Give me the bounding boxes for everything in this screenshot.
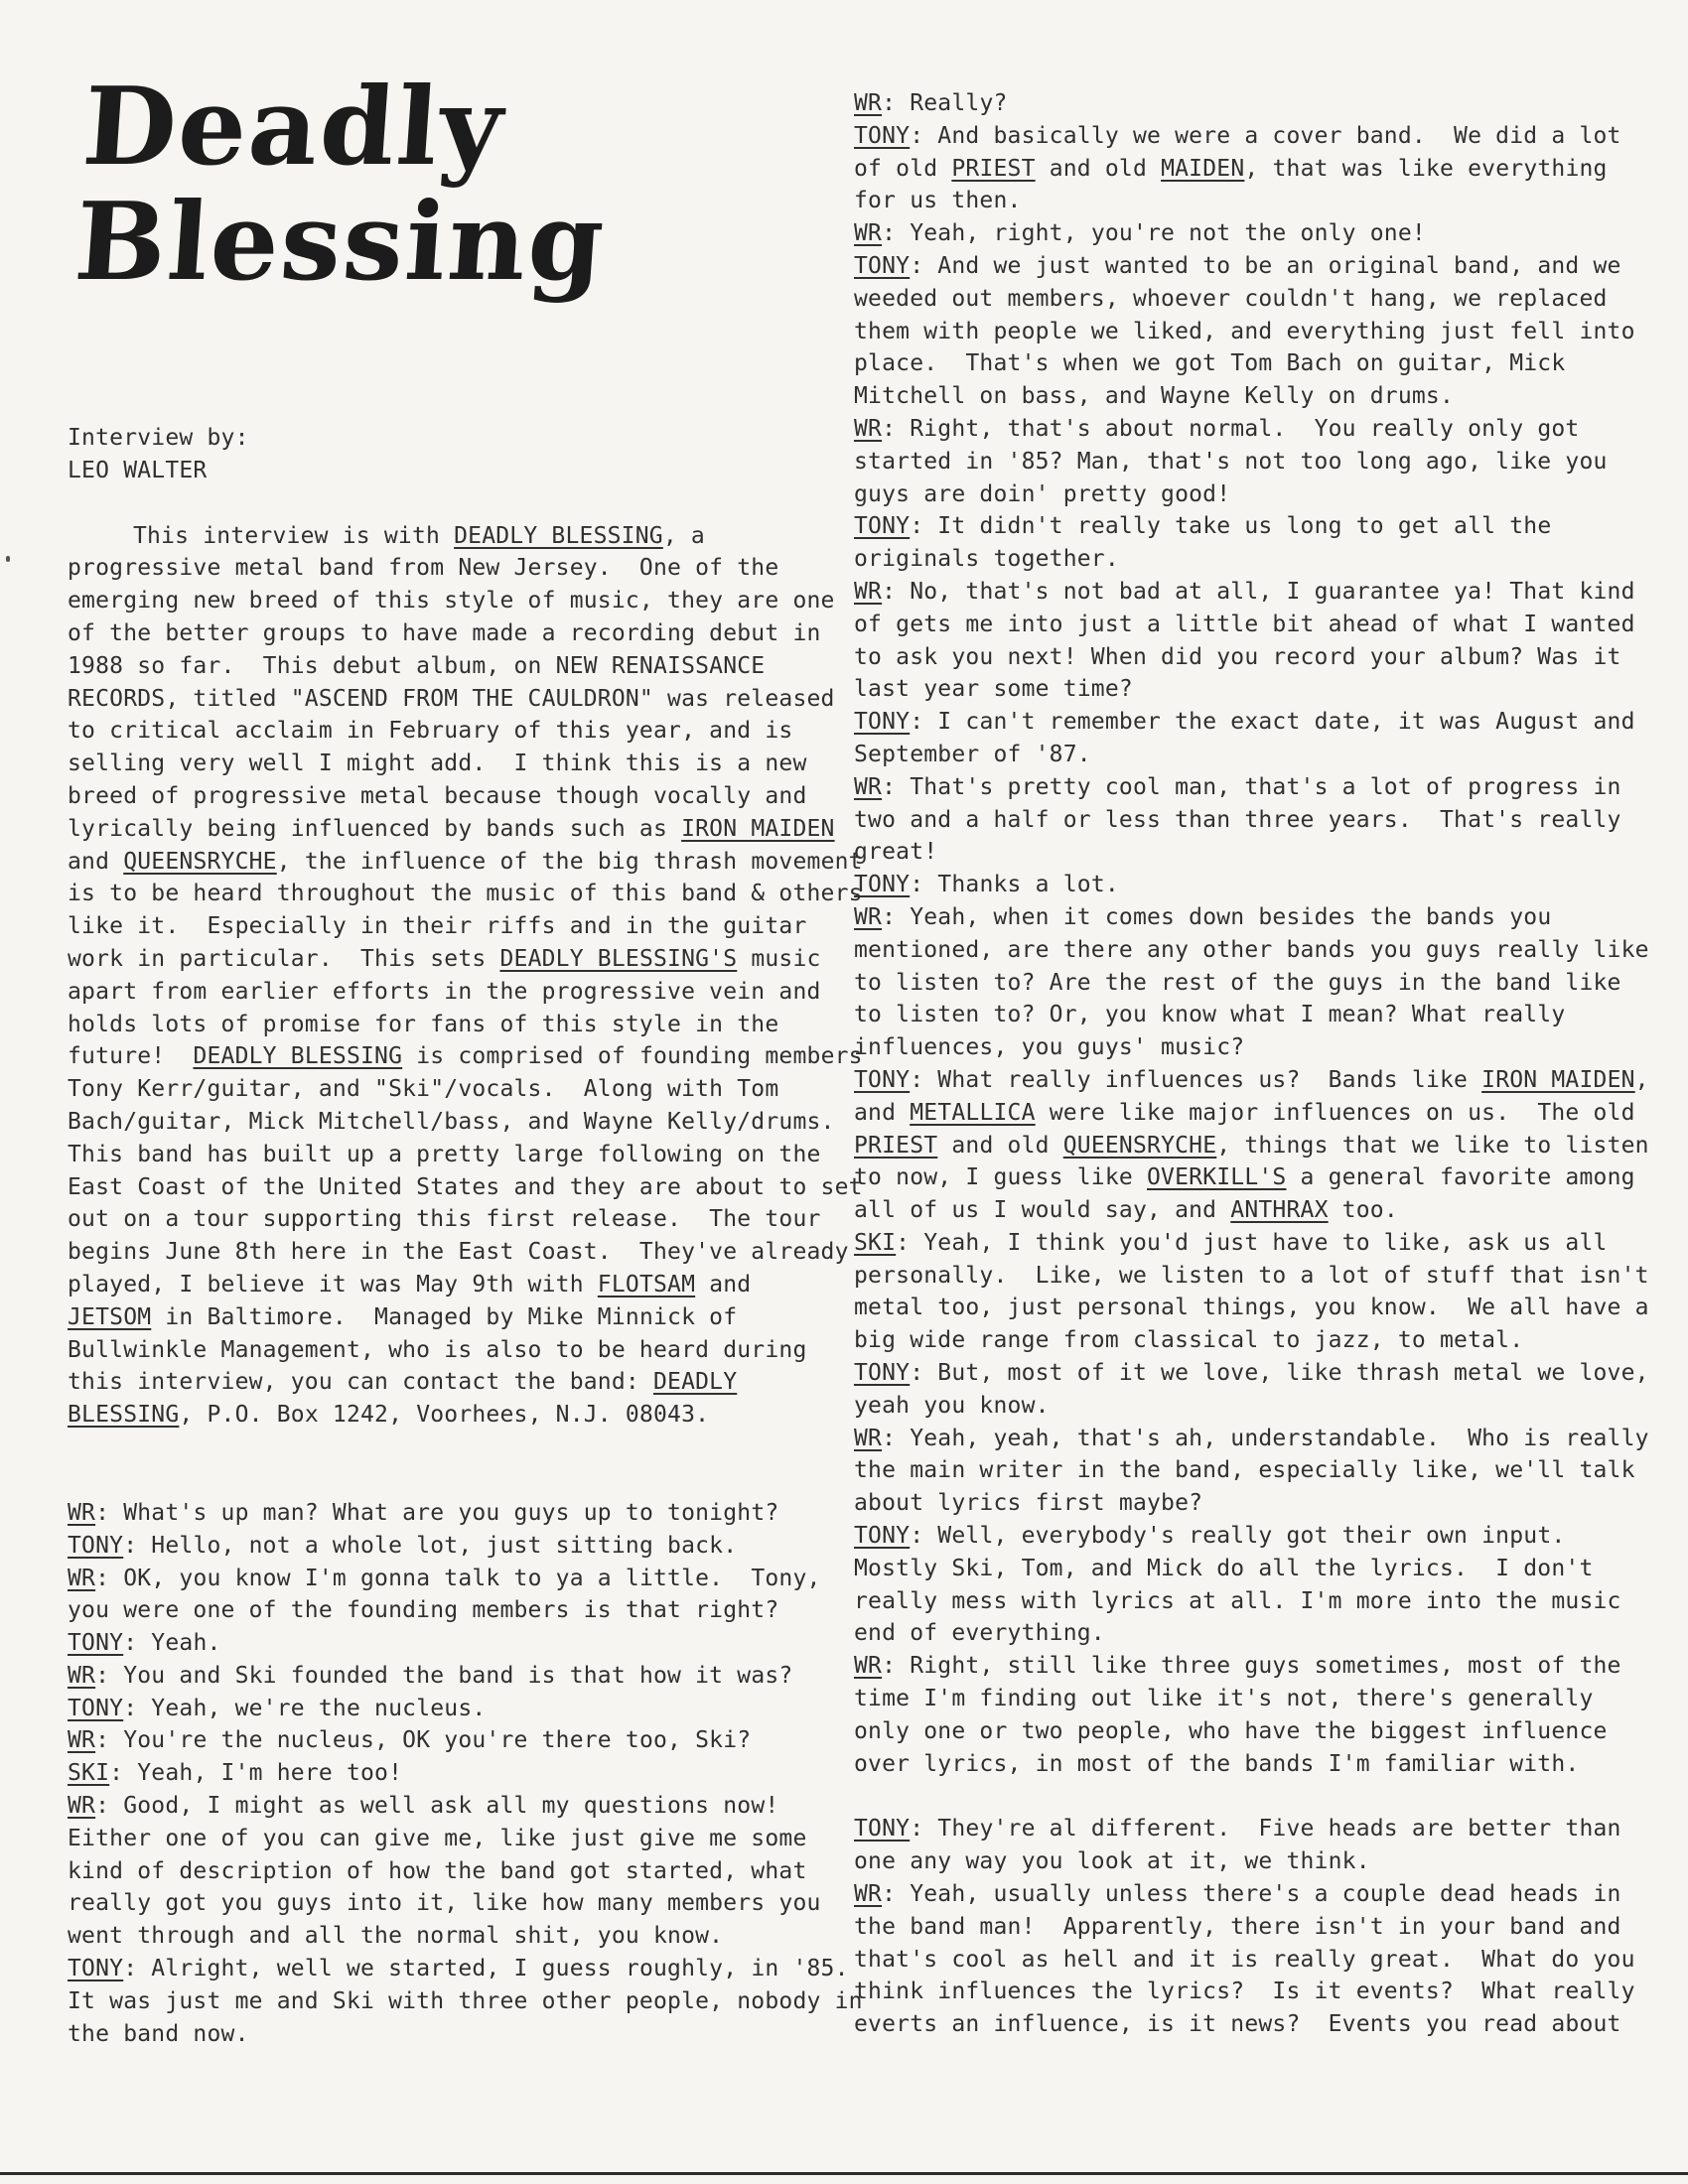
text-segment: end of everything. bbox=[854, 1620, 1105, 1647]
text-line bbox=[68, 1203, 852, 1236]
text-line bbox=[68, 715, 852, 748]
text-line bbox=[854, 706, 1638, 739]
text-segment: : Yeah. bbox=[123, 1630, 221, 1657]
text-segment: This band has built up a pretty large following on the bbox=[68, 1141, 821, 1167]
text-line bbox=[854, 1260, 1649, 1293]
text-line bbox=[854, 543, 1638, 576]
underlined-name: METALLICA bbox=[910, 1099, 1036, 1126]
underlined-name: WR bbox=[854, 1653, 883, 1680]
text-segment: : Yeah, we're the nucleus. bbox=[123, 1695, 487, 1721]
underlined-name: TONY bbox=[854, 1523, 911, 1550]
text-line bbox=[68, 813, 852, 846]
text-line bbox=[854, 1324, 1638, 1357]
text-line bbox=[854, 1423, 1649, 1455]
text-line bbox=[854, 1617, 1638, 1650]
underlined-name: WR bbox=[68, 1662, 96, 1689]
underlined-name: QUEENSRYCHE bbox=[123, 848, 277, 875]
underlined-name: PRIEST bbox=[951, 155, 1036, 182]
right-column bbox=[854, 87, 1649, 2041]
underlined-name: TONY bbox=[854, 1066, 911, 1093]
text-segment: kind of description of how the band got started, what bbox=[68, 1857, 807, 1884]
text-line bbox=[854, 1031, 1638, 1064]
text-line bbox=[854, 771, 1638, 804]
underlined-name: TONY bbox=[854, 872, 911, 898]
text-segment: : They're al different. Five heads are better than bbox=[910, 1816, 1621, 1843]
text-segment: : Thanks a lot. bbox=[910, 872, 1119, 898]
text-line bbox=[854, 1130, 1649, 1162]
text-line bbox=[68, 1887, 852, 1920]
right-dialogue bbox=[854, 87, 1649, 2041]
text-line bbox=[854, 804, 1638, 837]
text-segment: the band now. bbox=[68, 2020, 249, 2047]
text-segment: metal too, just personal things, you know. We all have a bbox=[854, 1295, 1649, 1321]
underlined-name: WR bbox=[854, 903, 883, 930]
underlined-name: WR bbox=[854, 90, 883, 116]
text-segment: future! bbox=[68, 1043, 194, 1070]
underlined-name: SKI bbox=[854, 1229, 897, 1256]
underlined-name: TONY bbox=[68, 1695, 124, 1721]
text-line bbox=[68, 1855, 852, 1888]
underlined-name: IRON MAIDEN bbox=[681, 815, 835, 842]
underlined-name: DEADLY BLESSING'S bbox=[499, 945, 738, 972]
underlined-name: JETSOM bbox=[68, 1303, 152, 1330]
text-segment: that's cool as hell and it is really great. What do you bbox=[854, 1946, 1635, 1973]
text-segment: Bullwinkle Management, who is also to be heard during bbox=[68, 1336, 807, 1363]
text-segment: all of us I would say, and bbox=[854, 1197, 1231, 1224]
text-segment: only one or two people, who have the biggest influence bbox=[854, 1717, 1608, 1744]
underlined-name: TONY bbox=[68, 1630, 124, 1657]
text-segment: is to be heard throughout the music of this band & others bbox=[68, 881, 863, 907]
bottom-rule bbox=[0, 2172, 1688, 2175]
text-line bbox=[68, 520, 852, 553]
underlined-name: IRON MAIDEN bbox=[1481, 1066, 1635, 1093]
text-segment: , P.O. Box 1242, Voorhees, N.J. 08043. bbox=[179, 1402, 710, 1429]
text-segment: out on a tour supporting this first release. The tour bbox=[68, 1206, 821, 1233]
text-segment: , things that we like to listen bbox=[1216, 1132, 1649, 1159]
text-line bbox=[854, 1845, 1638, 1878]
text-segment: : And we just wanted to be an original band, and we bbox=[910, 252, 1621, 279]
text-line bbox=[854, 1520, 1638, 1553]
text-line bbox=[68, 846, 863, 879]
text-segment: guys are doin' pretty good! bbox=[854, 480, 1231, 507]
text-line bbox=[68, 780, 852, 813]
text-segment: Mitchell on bass, and Wayne Kelly on drums. bbox=[854, 383, 1455, 410]
underlined-name: TONY bbox=[854, 252, 911, 279]
text-segment: September of '87. bbox=[854, 741, 1091, 767]
text-segment: and bbox=[68, 848, 124, 875]
underlined-name: TONY bbox=[854, 709, 911, 736]
text-segment: mentioned, are there any other bands you guys really like bbox=[854, 936, 1649, 963]
underlined-name: WR bbox=[68, 1499, 96, 1526]
text-line bbox=[854, 1911, 1638, 1944]
text-segment: of gets me into just a little bit ahead of what I wanted bbox=[854, 611, 1635, 637]
text-segment: time I'm finding out like it's not, there's generally bbox=[854, 1686, 1594, 1712]
text-line bbox=[854, 87, 1638, 120]
text-segment: , the influence of the big thrash movement bbox=[276, 848, 863, 875]
text-segment: and old bbox=[937, 1132, 1063, 1159]
text-segment: : Yeah, right, you're not the only one! bbox=[882, 220, 1426, 247]
text-segment: : I can't remember the exact date, it was August and bbox=[910, 709, 1635, 736]
text-segment: and bbox=[695, 1271, 752, 1297]
text-segment: : Hello, not a whole lot, just sitting back. bbox=[123, 1532, 738, 1559]
text-segment: : Really? bbox=[882, 90, 1008, 116]
text-segment: really got you guys into it, like how many members you bbox=[68, 1890, 821, 1917]
text-line bbox=[854, 1487, 1638, 1520]
text-line bbox=[68, 1106, 852, 1139]
text-segment: : What's up man? What are you guys up to tonight? bbox=[95, 1499, 779, 1526]
text-segment: were like major influences on us. The old bbox=[1035, 1099, 1635, 1126]
underlined-name: WR bbox=[854, 1881, 883, 1908]
text-segment: them with people we liked, and everything just fell into bbox=[854, 318, 1635, 344]
underlined-name: PRIEST bbox=[854, 1132, 938, 1159]
text-segment: originals together. bbox=[854, 546, 1119, 573]
text-line bbox=[854, 1390, 1638, 1423]
underlined-name: OVERKILL'S bbox=[1147, 1164, 1287, 1191]
text-line bbox=[68, 1563, 852, 1595]
text-line bbox=[854, 1813, 1638, 1845]
text-segment: one any way you look at it, we think. bbox=[854, 1848, 1370, 1875]
text-line bbox=[854, 1292, 1649, 1324]
text-segment: : What really influences us? Bands like bbox=[910, 1066, 1482, 1093]
text-line bbox=[68, 1920, 852, 1953]
text-segment: , that was like everything bbox=[1244, 155, 1608, 182]
text-segment: big wide range from classical to jazz, to metal. bbox=[854, 1327, 1524, 1354]
text-line bbox=[854, 1161, 1638, 1194]
text-segment: the main writer in the band, especially like, we'll talk bbox=[854, 1457, 1635, 1484]
text-line bbox=[68, 910, 852, 943]
text-line bbox=[854, 1878, 1638, 1911]
blank-line bbox=[854, 1780, 1638, 1813]
text-line bbox=[68, 617, 852, 650]
text-segment: played, I believe it was May 9th with bbox=[68, 1271, 598, 1297]
text-line bbox=[854, 641, 1638, 674]
text-segment: begins June 8th here in the East Coast. They've already bbox=[68, 1239, 849, 1266]
text-segment: : Yeah, when it comes down besides the bands you bbox=[882, 903, 1552, 930]
text-line bbox=[68, 1594, 852, 1627]
text-line bbox=[854, 217, 1638, 250]
text-segment: everts an influence, is it news? Events you read about bbox=[854, 2011, 1621, 2038]
text-segment: is comprised of founding members bbox=[402, 1043, 863, 1070]
text-line bbox=[854, 2008, 1638, 2041]
text-segment: progressive metal band from New Jersey. One of the bbox=[68, 555, 779, 582]
text-segment: : And basically we were a cover band. We did a lot bbox=[910, 122, 1621, 149]
text-segment: went through and all the normal shit, you know. bbox=[68, 1923, 724, 1950]
text-line bbox=[854, 478, 1638, 511]
text-segment: to ask you next! When did you record your album? Was it bbox=[854, 643, 1621, 670]
underlined-name: SKI bbox=[68, 1760, 110, 1787]
text-segment: : Right, still like three guys sometimes, most of the bbox=[882, 1653, 1621, 1680]
text-line bbox=[68, 1040, 863, 1073]
text-line bbox=[854, 1553, 1638, 1585]
text-segment: : That's pretty cool man, that's a lot of progress in bbox=[882, 773, 1621, 800]
title-line-2: Blessing bbox=[70, 180, 611, 305]
text-segment: really mess with lyrics at all. I'm more into the music bbox=[854, 1587, 1621, 1614]
underlined-name: WR bbox=[68, 1727, 96, 1754]
text-segment: : You're the nucleus, OK you're there too, Ski? bbox=[95, 1727, 752, 1754]
underlined-name: DEADLY bbox=[652, 1369, 738, 1396]
text-segment: : No, that's not bad at all, I guarantee ya! That kind bbox=[882, 578, 1635, 605]
text-segment: : It didn't really take us long to get all the bbox=[910, 513, 1552, 540]
text-line bbox=[68, 1236, 852, 1269]
text-line bbox=[68, 1301, 852, 1334]
text-line bbox=[68, 1171, 863, 1204]
underlined-name: TONY bbox=[854, 122, 911, 149]
text-line bbox=[68, 1724, 852, 1757]
text-segment: to critical acclaim in February of this year, and is bbox=[68, 718, 793, 745]
text-line bbox=[854, 1715, 1638, 1748]
text-line bbox=[68, 1269, 852, 1301]
text-segment: Mostly Ski, Tom, and Mick do all the lyrics. I don't bbox=[854, 1555, 1594, 1581]
text-line bbox=[68, 748, 852, 780]
underlined-name: WR bbox=[68, 1565, 96, 1591]
text-line bbox=[68, 585, 852, 617]
text-segment: great! bbox=[854, 839, 938, 866]
text-segment: : Yeah, I'm here too! bbox=[109, 1760, 403, 1787]
text-segment: of the better groups to have made a recording debut in bbox=[68, 619, 821, 646]
text-line bbox=[854, 1944, 1638, 1977]
text-segment: influences, you guys' music? bbox=[854, 1034, 1245, 1061]
text-line bbox=[854, 250, 1638, 283]
underlined-name: TONY bbox=[68, 1532, 124, 1559]
text-segment: in Baltimore. Managed by Mike Minnick of bbox=[151, 1303, 738, 1330]
text-segment: : But, most of it we love, like thrash metal we love, bbox=[910, 1360, 1649, 1387]
text-line bbox=[68, 1366, 852, 1399]
underlined-name: BLESSING bbox=[68, 1402, 180, 1429]
text-segment: apart from earlier efforts in the progressive vein and bbox=[68, 978, 821, 1005]
text-segment: : Alright, well we started, I guess roughly, in '85. bbox=[123, 1956, 849, 1982]
text-line bbox=[854, 869, 1638, 901]
credit-label: Interview by: bbox=[68, 425, 249, 451]
underlined-name: QUEENSRYCHE bbox=[1062, 1132, 1217, 1159]
text-line bbox=[854, 836, 1638, 869]
text-segment: RECORDS, titled "ASCEND FROM THE CAULDRON" was released bbox=[68, 685, 835, 712]
text-segment: : Yeah, yeah, that's ah, understandable. Who is really bbox=[882, 1425, 1649, 1451]
underlined-name: WR bbox=[854, 1425, 883, 1451]
text-segment: selling very well I might add. I think this is a new bbox=[68, 751, 807, 777]
text-segment: this interview, you can contact the band: bbox=[68, 1369, 653, 1396]
text-line bbox=[68, 1009, 852, 1041]
underlined-name: WR bbox=[854, 773, 883, 800]
text-line bbox=[68, 1953, 852, 1985]
text-line bbox=[68, 1530, 852, 1563]
text-line bbox=[68, 683, 852, 716]
text-line bbox=[854, 673, 1638, 706]
text-line bbox=[854, 1194, 1638, 1227]
text-segment: to listen to? Or, you know what I mean? What really bbox=[854, 1002, 1566, 1028]
text-segment: for us then. bbox=[854, 188, 1022, 214]
text-segment: a general favorite among bbox=[1286, 1164, 1635, 1191]
text-segment: emerging new breed of this style of music, they are one bbox=[68, 588, 835, 614]
text-line bbox=[68, 2018, 852, 2051]
text-segment: lyrically being influenced by bands such as bbox=[68, 815, 682, 842]
text-segment: too. bbox=[1328, 1197, 1398, 1224]
text-line bbox=[68, 1985, 863, 2018]
text-line bbox=[68, 1660, 852, 1693]
text-line bbox=[854, 347, 1638, 380]
text-line bbox=[68, 943, 852, 976]
text-line bbox=[854, 1650, 1638, 1683]
text-segment: think influences the lyrics? Is it events? What really bbox=[854, 1979, 1635, 2005]
text-segment: East Coast of the United States and they are about to set bbox=[68, 1173, 863, 1200]
credit-author: LEO WALTER bbox=[68, 457, 208, 483]
text-line bbox=[854, 1064, 1649, 1097]
text-line bbox=[854, 1097, 1638, 1130]
text-segment: This interview is with bbox=[133, 522, 455, 549]
text-segment: , a bbox=[662, 522, 705, 549]
text-line bbox=[68, 650, 852, 683]
underlined-name: WR bbox=[854, 415, 883, 442]
text-segment: you were one of the founding members is that right? bbox=[68, 1597, 779, 1624]
text-segment: : You and Ski founded the band is that how it was? bbox=[95, 1662, 793, 1689]
text-segment: like it. Especially in their riffs and in the guitar bbox=[68, 913, 807, 940]
text-segment: : Yeah, usually unless there's a couple dead heads in bbox=[882, 1881, 1621, 1908]
text-segment: holds lots of promise for fans of this style in the bbox=[68, 1011, 779, 1037]
text-segment: Bach/guitar, Mick Mitchell/bass, and Wayne Kelly/drums. bbox=[68, 1108, 835, 1135]
text-line bbox=[854, 316, 1638, 348]
text-segment: : Right, that's about normal. You really only got bbox=[882, 415, 1580, 442]
left-column bbox=[68, 422, 863, 2050]
text-line bbox=[854, 185, 1638, 217]
underlined-name: TONY bbox=[68, 1956, 124, 1982]
intro-paragraph bbox=[68, 520, 863, 1432]
left-dialogue bbox=[68, 1497, 863, 2051]
text-line bbox=[854, 1748, 1638, 1781]
text-line bbox=[854, 934, 1649, 967]
text-line bbox=[68, 1693, 852, 1725]
text-segment: about lyrics first maybe? bbox=[854, 1490, 1203, 1517]
text-segment: weeded out members, whoever couldn't hang, we replaced bbox=[854, 285, 1608, 312]
text-segment: to now, I guess like bbox=[854, 1164, 1147, 1191]
text-segment: over lyrics, in most of the bands I'm familiar with. bbox=[854, 1750, 1580, 1777]
text-line bbox=[854, 1585, 1638, 1618]
text-line bbox=[854, 901, 1638, 934]
text-line bbox=[854, 510, 1638, 543]
page-edge-mark bbox=[6, 556, 10, 562]
text-segment: Either one of you can give me, like just give me some bbox=[68, 1825, 807, 1851]
text-line bbox=[68, 1334, 852, 1367]
text-segment: 1988 so far. This debut album, on NEW RENAISSANCE bbox=[68, 652, 766, 679]
text-line bbox=[854, 1357, 1649, 1390]
text-line bbox=[854, 739, 1638, 771]
underlined-name: FLOTSAM bbox=[597, 1271, 696, 1297]
text-segment: personally. Like, we listen to a lot of stuff that isn't bbox=[854, 1262, 1649, 1289]
text-line bbox=[68, 976, 852, 1009]
text-segment: : Well, everybody's really got their own input. bbox=[910, 1523, 1566, 1550]
text-segment: started in '85? Man, that's not too long ago, like you bbox=[854, 448, 1608, 475]
text-segment: two and a half or less than three years. That's really bbox=[854, 806, 1621, 833]
text-line bbox=[854, 576, 1638, 609]
underlined-name: ANTHRAX bbox=[1230, 1197, 1329, 1224]
text-line bbox=[854, 120, 1638, 153]
text-line bbox=[854, 283, 1638, 316]
text-line bbox=[854, 413, 1638, 446]
text-segment: , bbox=[1634, 1066, 1649, 1093]
underlined-name: TONY bbox=[854, 1816, 911, 1843]
text-segment: : Yeah, I think you'd just have to like, ask us all bbox=[896, 1229, 1608, 1256]
text-line bbox=[854, 1227, 1638, 1260]
text-segment: and bbox=[854, 1099, 911, 1126]
text-line bbox=[68, 1757, 852, 1790]
text-segment: : OK, you know I'm gonna talk to ya a little. Tony, bbox=[95, 1565, 821, 1591]
interview-credit bbox=[68, 422, 852, 487]
text-segment: yeah you know. bbox=[854, 1392, 1050, 1419]
underlined-name: DEADLY BLESSING bbox=[454, 522, 663, 549]
text-segment: of old bbox=[854, 155, 952, 182]
text-line bbox=[854, 999, 1638, 1031]
text-line bbox=[68, 1790, 852, 1823]
text-line bbox=[68, 552, 852, 585]
underlined-name: TONY bbox=[854, 1360, 911, 1387]
text-line bbox=[68, 1823, 852, 1855]
underlined-name: MAIDEN bbox=[1161, 155, 1245, 182]
text-segment: place. That's when we got Tom Bach on guitar, Mick bbox=[854, 350, 1566, 377]
text-line bbox=[854, 1976, 1638, 2008]
text-line bbox=[68, 1399, 852, 1432]
text-line bbox=[854, 153, 1638, 186]
text-line bbox=[68, 1627, 852, 1660]
underlined-name: WR bbox=[68, 1793, 96, 1820]
text-segment: the band man! Apparently, there isn't in your band and bbox=[854, 1913, 1621, 1940]
text-segment: to listen to? Are the rest of the guys in the band like bbox=[854, 969, 1621, 996]
text-line bbox=[68, 1497, 852, 1530]
text-line bbox=[68, 1139, 852, 1171]
text-line bbox=[854, 609, 1638, 641]
text-segment: : Good, I might as well ask all my questions now! bbox=[95, 1793, 779, 1820]
text-segment: music bbox=[737, 945, 821, 972]
text-line bbox=[68, 878, 863, 910]
text-line bbox=[854, 967, 1638, 1000]
underlined-name: WR bbox=[854, 220, 883, 247]
text-segment: Tony Kerr/guitar, and "Ski"/vocals. Along with Tom bbox=[68, 1076, 779, 1103]
text-line bbox=[854, 380, 1638, 413]
text-line bbox=[68, 1073, 852, 1106]
text-segment: breed of progressive metal because though vocally and bbox=[68, 782, 807, 809]
text-segment: It was just me and Ski with three other people, nobody in bbox=[68, 1987, 863, 2014]
article-title bbox=[70, 65, 723, 305]
text-line bbox=[854, 1683, 1638, 1715]
underlined-name: WR bbox=[854, 578, 883, 605]
text-line bbox=[854, 1454, 1638, 1487]
text-line bbox=[854, 446, 1638, 478]
underlined-name: DEADLY BLESSING bbox=[193, 1043, 403, 1070]
text-segment: last year some time? bbox=[854, 676, 1133, 703]
text-segment: work in particular. This sets bbox=[68, 945, 500, 972]
title-line-1: Deadly bbox=[78, 65, 509, 190]
text-segment: and old bbox=[1035, 155, 1162, 182]
underlined-name: TONY bbox=[854, 513, 911, 540]
